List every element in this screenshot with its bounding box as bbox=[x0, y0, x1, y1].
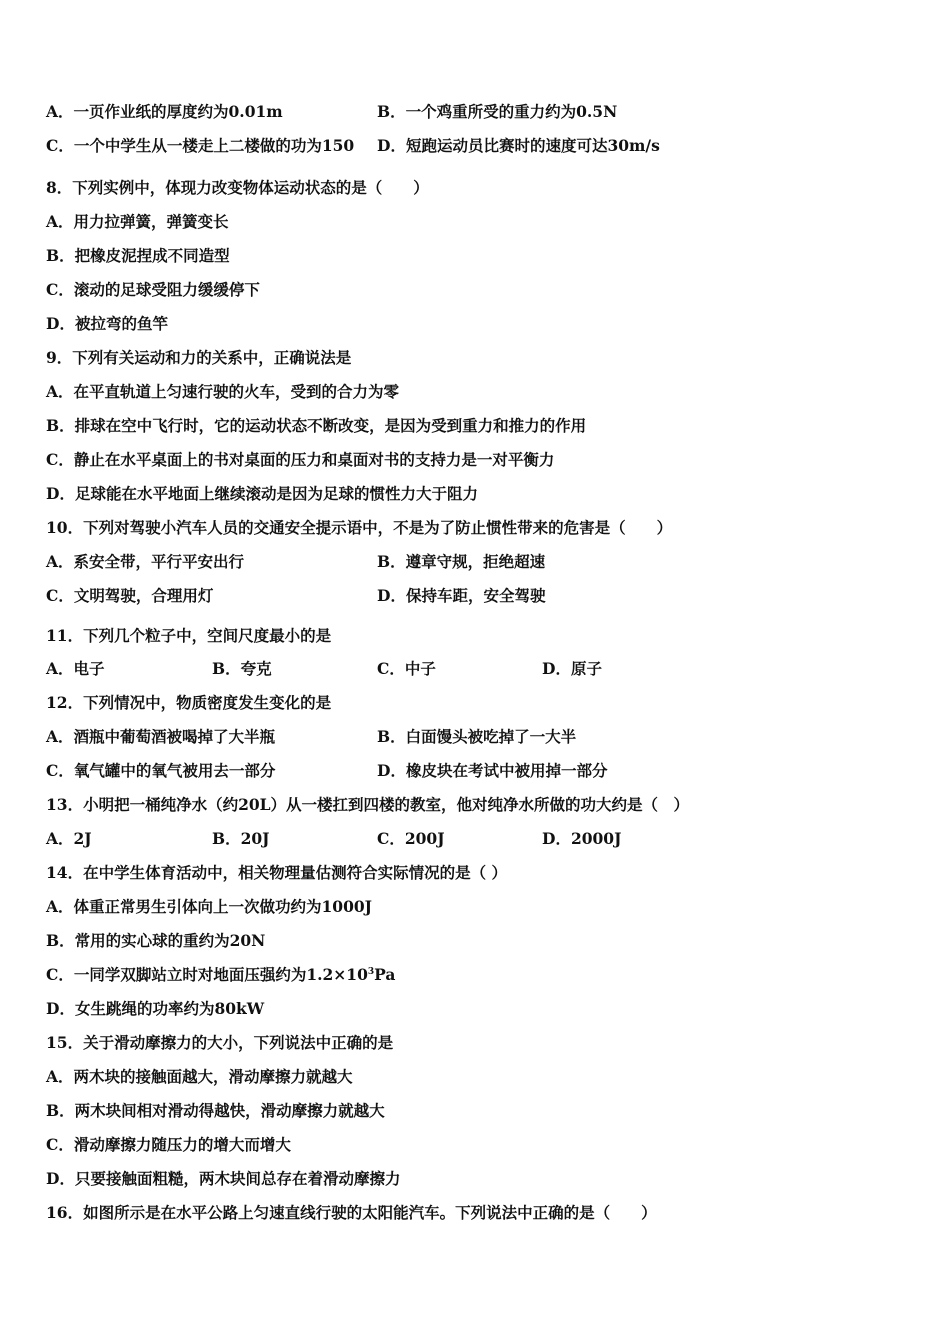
q15-option-c: C．滑动摩擦力随压力的增大而增大 bbox=[46, 1135, 291, 1154]
q12-option-b: B．白面馒头被吃掉了一大半 bbox=[377, 727, 577, 746]
q14-option-a: A．体重正常男生引体向上一次做功约为1000J bbox=[46, 897, 373, 916]
q9-option-b: B．排球在空中飞行时，它的运动状态不断改变，是因为受到重力和推力的作用 bbox=[46, 416, 587, 435]
q13-option-b: B．20J bbox=[212, 829, 270, 848]
q14-option-c-text: C．一同学双脚站立时对地面压强约为1.2×10 bbox=[46, 965, 368, 984]
q10-option-b: B．遵章守规，拒绝超速 bbox=[377, 552, 546, 571]
q9-option-c: C．静止在水平桌面上的书对桌面的压力和桌面对书的支持力是一对平衡力 bbox=[46, 450, 555, 469]
q13-option-a: A．2J bbox=[46, 829, 92, 848]
q8-option-c: C．滚动的足球受阻力缓缓停下 bbox=[46, 280, 260, 299]
q12-stem: 12．下列情况中，物质密度发生变化的是 bbox=[46, 693, 332, 712]
q10-option-d: D．保持车距，安全驾驶 bbox=[377, 586, 546, 605]
q15-option-b: B．两木块间相对滑动得越快，滑动摩擦力就越大 bbox=[46, 1101, 385, 1120]
q14-option-c bbox=[46, 964, 395, 986]
q11-option-b: B．夸克 bbox=[212, 659, 272, 678]
q11-option-c: C．中子 bbox=[377, 659, 436, 678]
q10-option-c: C．文明驾驶，合理用灯 bbox=[46, 586, 214, 605]
q14-option-b: B．常用的实心球的重约为20N bbox=[46, 931, 266, 950]
q13-option-d: D．2000J bbox=[542, 829, 622, 848]
q11-option-a: A．电子 bbox=[46, 659, 105, 678]
q8-option-a: A．用力拉弹簧，弹簧变长 bbox=[46, 212, 229, 231]
q14-option-c-unit: Pa bbox=[374, 965, 396, 984]
q16-stem: 16．如图所示是在水平公路上匀速直线行驶的太阳能汽车。下列说法中正确的是（ ） bbox=[46, 1203, 657, 1222]
q13-stem: 13．小明把一桶纯净水（约20L）从一楼扛到四楼的教室，他对纯净水所做的功大约是（ ） bbox=[46, 795, 690, 814]
q8-stem: 8．下列实例中，体现力改变物体运动状态的是（ ） bbox=[46, 178, 429, 197]
q11-option-d: D．原子 bbox=[542, 659, 602, 678]
q14-stem: 14．在中学生体育活动中，相关物理量估测符合实际情况的是（ ） bbox=[46, 863, 507, 882]
q7-option-d: D．短跑运动员比赛时的速度可达30m/s bbox=[377, 136, 660, 155]
q7-options-row-1 bbox=[46, 101, 283, 123]
q8-option-b: B．把橡皮泥捏成不同造型 bbox=[46, 246, 230, 265]
q10-option-a: A．系安全带，平行平安出行 bbox=[46, 552, 245, 571]
q7-option-c: C．一个中学生从一楼走上二楼做的功为150 bbox=[46, 136, 355, 155]
q14-option-d: D．女生跳绳的功率约为80kW bbox=[46, 999, 265, 1018]
q15-option-a: A．两木块的接触面越大，滑动摩擦力就越大 bbox=[46, 1067, 353, 1086]
q12-option-c: C．氧气罐中的氧气被用去一部分 bbox=[46, 761, 276, 780]
q12-option-a: A．酒瓶中葡萄酒被喝掉了大半瓶 bbox=[46, 727, 276, 746]
q7-option-a: A．一页作业纸的厚度约为0.01m bbox=[46, 102, 283, 121]
q15-stem: 15．关于滑动摩擦力的大小，下列说法中正确的是 bbox=[46, 1033, 394, 1052]
q12-option-d: D．橡皮块在考试中被用掉一部分 bbox=[377, 761, 608, 780]
q13-option-c: C．200J bbox=[377, 829, 445, 848]
q11-stem: 11．下列几个粒子中，空间尺度最小的是 bbox=[46, 626, 332, 645]
q8-option-d: D．被拉弯的鱼竿 bbox=[46, 314, 168, 333]
q9-option-a: A．在平直轨道上匀速行驶的火车，受到的合力为零 bbox=[46, 382, 400, 401]
q9-stem: 9．下列有关运动和力的关系中，正确说法是 bbox=[46, 348, 352, 367]
q14-option-c-exponent: 3 bbox=[367, 967, 375, 977]
q15-option-d: D．只要接触面粗糙，两木块间总存在着滑动摩擦力 bbox=[46, 1169, 401, 1188]
q9-option-d: D．足球能在水平地面上继续滚动是因为足球的惯性力大于阻力 bbox=[46, 484, 478, 503]
q7-option-b: B．一个鸡重所受的重力约为0.5N bbox=[377, 102, 618, 121]
q10-stem: 10．下列对驾驶小汽车人员的交通安全提示语中，不是为了防止惯性带来的危害是（ ） bbox=[46, 518, 673, 537]
